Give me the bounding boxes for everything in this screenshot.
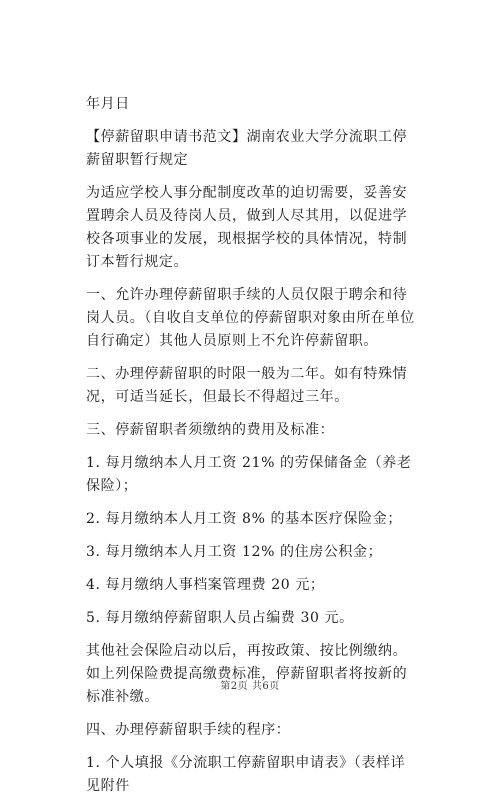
document-title: 【停薪留职申请书范文】湖南农业大学分流职工停薪留职暂行规定 (86, 129, 408, 168)
fee-item-2: 2. 每月缴纳本人月工资 8% 的基本医疗保险金； (86, 511, 402, 527)
date-line: 年月日 (86, 96, 130, 112)
paragraph-section-4: 四、办理停薪留职手续的程序： (86, 722, 291, 738)
paragraph-section-3: 三、停薪留职者须缴纳的费用及标准： (86, 422, 335, 438)
paragraph-section-1: 一、允许办理停薪留职手续的人员仅限于聘余和待岗人员。（自收自支单位的停薪留职对象由所在单位自行确定）其他人员原则上不允许停薪留职。 (86, 287, 415, 349)
fee-item-5: 5. 每月缴纳停薪留职人员占编费 30 元。 (86, 610, 354, 626)
paragraph-intro: 为适应学校人事分配制度改革的迫切需要，妥善安置聘余人员及待岗人员，做到人尽其用，以促进学校各项事业的发展，现根据学校的具体情况，特制订本暂行规定。 (86, 185, 408, 270)
document-body (86, 93, 416, 808)
page-footer: 第2页 共6页 (220, 681, 280, 692)
fee-item-3: 3. 每月缴纳本人月工资 12% 的住房公积金； (86, 544, 383, 560)
procedure-item-1: 1. 个人填报《分流职工停薪留职申请表》（表样详见附件 (86, 755, 406, 794)
paragraph-section-2: 二、办理停薪留职的时限一般为二年。如有特殊情况，可适当延长，但最长不得超过三年。 (86, 366, 408, 405)
fee-item-4: 4. 每月缴纳人事档案管理费 20 元； (86, 577, 325, 593)
fee-item-1: 1. 每月缴纳本人月工资 21% 的劳保储备金（养老保险）； (86, 455, 412, 494)
paragraph-other-insurance: 其他社会保险启动以后，再按政策、按比例缴纳。如上列保险费提高缴费标准，停薪留职者将按新的标准补缴。 (86, 643, 408, 705)
